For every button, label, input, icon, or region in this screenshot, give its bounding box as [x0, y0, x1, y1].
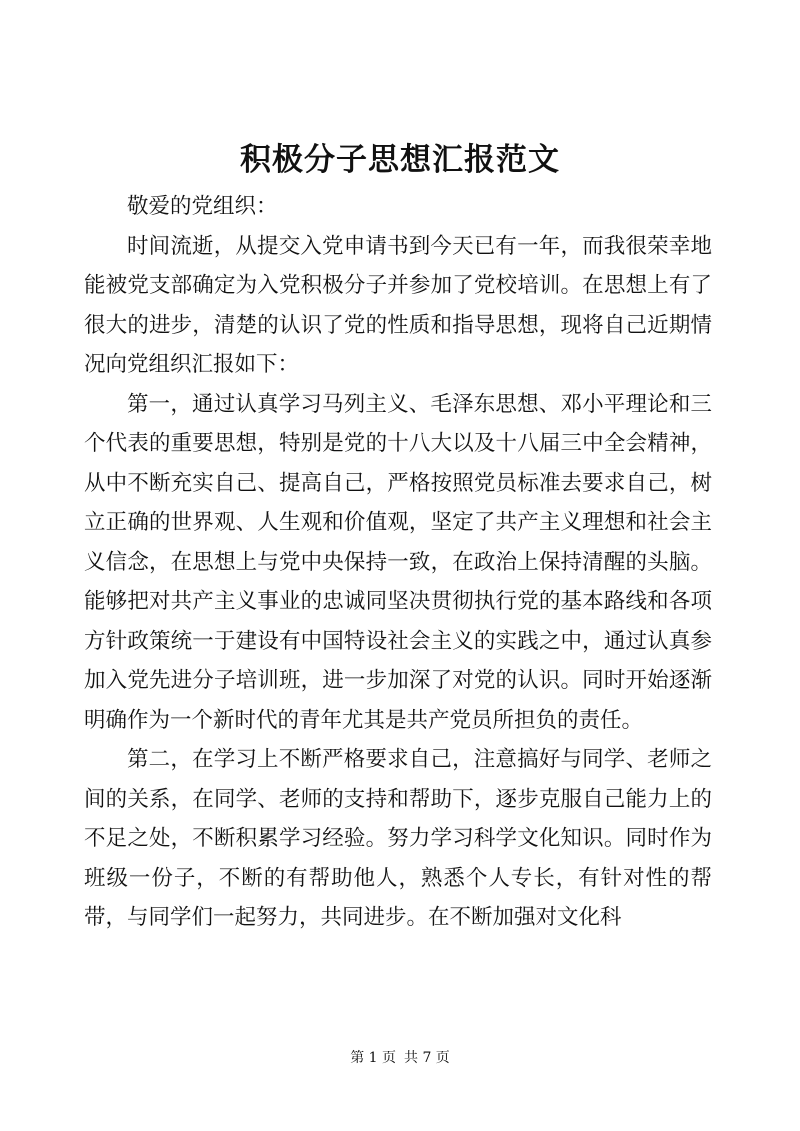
paragraph-1: 时间流逝，从提交入党申请书到今天已有一年，而我很荣幸地能被党支部确定为入党积极分子并参加了党校培训。在思想上有了很大的进步，清楚的认识了党的性质和指导思想，现将自己近期情况向党组织汇报如下： — [84, 233, 712, 377]
paragraph-2: 第一，通过认真学习马列主义、毛泽东思想、邓小平理论和三个代表的重要思想，特别是党的十八大以及十八届三中全会精神，从中不断充实自己、提高自己，严格按照党员标准去要求自己，树立正确的世界观、人生观和价值观，坚定了共产主义理想和社会主义信念，在思想上与党中央保持一致，在政治上保持清醒的头脑。能够把对共产主义事业的忠诚同坚决贯彻执行党的基本路线和各项方针政策统一于建设有中国特设社会主义的实践之中，通过认真参加入党先进分子培训班，进一步加深了对党的认识。同时开始逐渐明确作为一个新时代的青年尤其是共产党员所担负的责任。 — [84, 391, 712, 733]
page-footer — [0, 1048, 800, 1068]
salutation: 敬爱的党组织： — [127, 194, 278, 219]
document-title: 积极分子思想汇报范文 — [240, 142, 560, 178]
paragraph-3: 第二，在学习上不断严格要求自己，注意搞好与同学、老师之间的关系，在同学、老师的支持和帮助下，逐步克服自己能力上的不足之处，不断积累学习经验。努力学习科学文化知识。同时作为班级一份子，不断的有帮助他人，熟悉个人专长，有针对性的帮带，与同学们一起努力，共同进步。在不断加强对文化科 — [84, 747, 712, 930]
page-number-total: 共 7 页 — [404, 1050, 450, 1066]
page-number-current: 第 1 页 — [350, 1050, 396, 1066]
document-body — [84, 187, 712, 938]
